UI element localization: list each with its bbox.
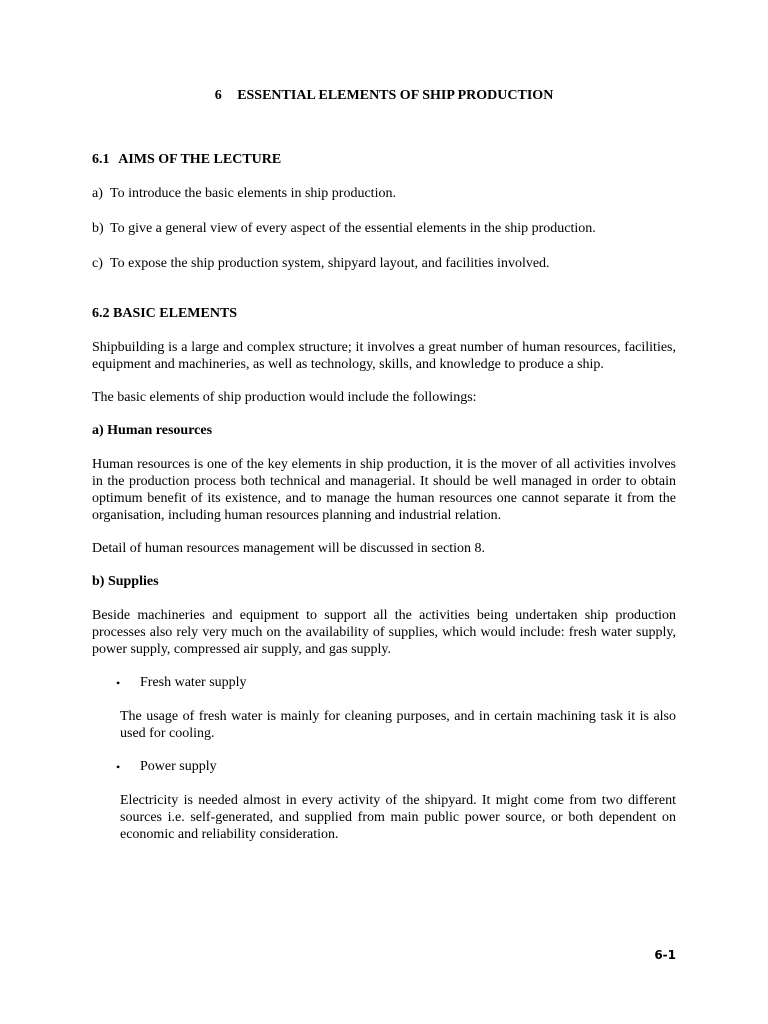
section-heading-aims: [92, 151, 676, 169]
aim-label: b): [92, 221, 104, 236]
bullet-item-power: [92, 758, 676, 776]
human-resources-paragraph: Human resources is one of the key elements in ship production, it is the mover of all activities involves in the production process both technical and managerial. It should be well managed in order to obtain optimum benefit of its existence, and to manage the human resources one cannot separate it from the organisation, including human resources planning and industrial relation.: [92, 457, 676, 523]
page-number: 6-1: [654, 948, 676, 962]
bullet-item-fresh-water: [92, 674, 676, 692]
page-content: [92, 87, 676, 859]
bullet-icon: •: [116, 760, 121, 774]
supplies-paragraph: Beside machineries and equipment to support all the activities being undertaken ship production processes also rely very much on the availability of supplies, which would include: fresh water supply, power supply, compressed air supply, and gas supply.: [92, 608, 676, 657]
bullet-label: Power supply: [140, 759, 217, 774]
bullet-label: Fresh water supply: [140, 675, 247, 690]
subheading-supplies: b) Supplies: [92, 574, 159, 589]
chapter-title: [92, 87, 676, 105]
human-resources-note: Detail of human resources management will be discussed in section 8.: [92, 541, 486, 556]
section-heading-basic-elements: 6.2 BASIC ELEMENTS: [92, 306, 238, 321]
aim-label: a): [92, 186, 103, 201]
aim-text: To expose the ship production system, shipyard layout, and facilities involved.: [110, 256, 550, 271]
aim-item: [92, 220, 676, 238]
intro-paragraph: Shipbuilding is a large and complex structure; it involves a great number of human resources, facilities, equipment and machineries, as well as technology, skills, and knowledge to produce a ship.: [92, 340, 676, 372]
power-supply-paragraph: Electricity is needed almost in every activity of the shipyard. It might come from two different sources i.e. self-generated, and supplied from main public power source, or both dependent on economic and reliability consideration.: [120, 793, 676, 842]
aim-item: [92, 185, 676, 203]
fresh-water-paragraph: The usage of fresh water is mainly for cleaning purposes, and in certain machining task it is also used for cooling.: [120, 709, 676, 741]
aim-item: [92, 255, 676, 273]
lead-paragraph: The basic elements of ship production would include the followings:: [92, 390, 477, 405]
aim-text: To give a general view of every aspect of the essential elements in the ship production.: [110, 221, 596, 236]
section-number: 6.1: [92, 152, 110, 167]
section-heading-text: AIMS OF THE LECTURE: [118, 152, 282, 167]
subheading-human-resources: a) Human resources: [92, 423, 213, 438]
aim-text: To introduce the basic elements in ship production.: [110, 186, 396, 201]
aim-label: c): [92, 256, 103, 271]
bullet-icon: •: [116, 676, 121, 690]
chapter-title-text: ESSENTIAL ELEMENTS OF SHIP PRODUCTION: [237, 88, 554, 103]
chapter-number: 6: [214, 88, 222, 103]
